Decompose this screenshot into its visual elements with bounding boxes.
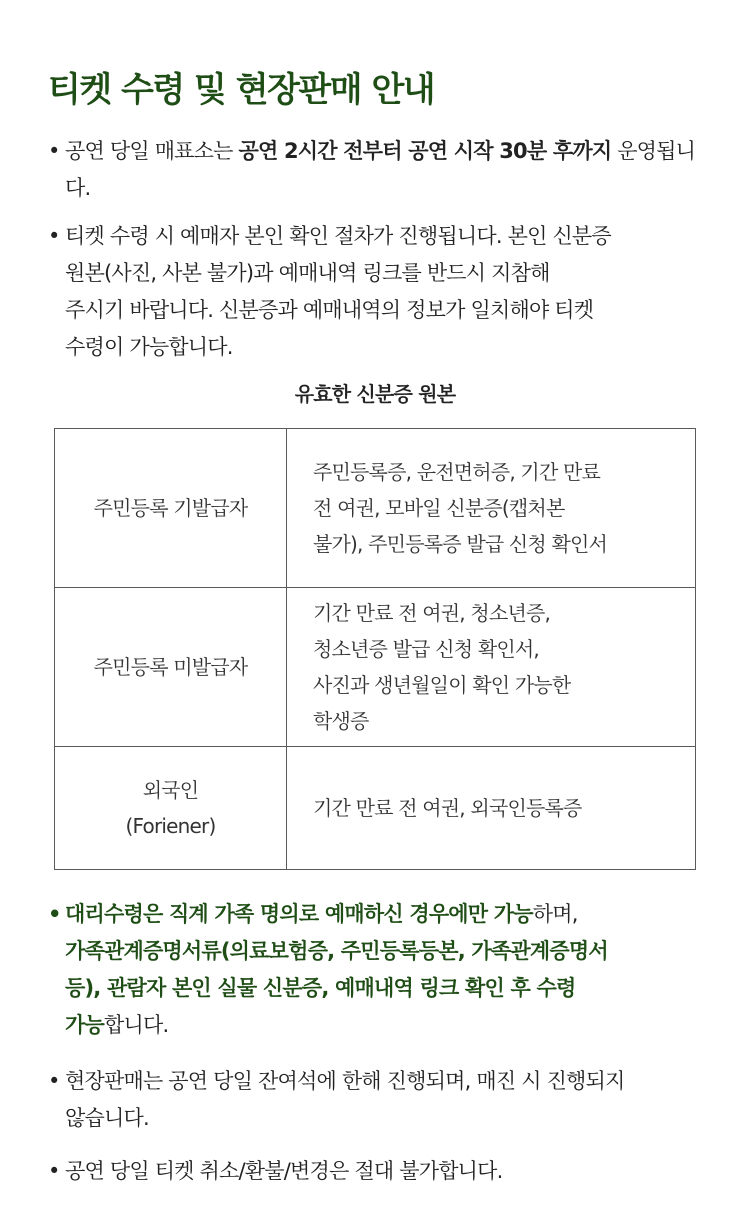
id-category-cell: 외국인 (Foriener) [55,747,287,870]
id-table-heading: 유효한 신분증 원본 [294,382,456,406]
notice-proxy-pickup [48,896,702,1044]
table-row [55,747,696,870]
valid-id-table [54,428,696,870]
notice-text: 티켓 수령 시 예매자 본인 확인 절차가 진행됩니다. 본인 신분증 원본(사진, 사본 불가)과 예매내역 링크를 반드시 지참해 주시기 바랍니다. 신분증과 예매내역의 정보가 일치해야 티켓 수령이 가능합니다. [65,224,611,359]
notice-text: 현장판매는 공연 당일 잔여석에 한해 진행되며, 매진 시 진행되지 않습니다. [65,1069,625,1130]
table-row [55,429,696,588]
notice-identity-check [48,218,702,366]
bullet-dot-icon: • [48,902,61,926]
notice-no-refund [48,1153,702,1190]
notice-text: 공연 당일 매표소는 공연 2시간 전부터 공연 시작 30분 후까지 운영됩니다. [65,139,696,200]
bullet-dot-icon: • [48,1159,60,1183]
notice-onsite-sales [48,1063,702,1137]
id-category-cell: 주민등록 기발급자 [55,429,287,588]
page-title: 티켓 수령 및 현장판매 안내 [48,70,435,110]
notice-text: 공연 당일 티켓 취소/환불/변경은 절대 불가합니다. [65,1159,503,1183]
id-documents-cell: 기간 만료 전 여권, 외국인등록증 [287,747,696,870]
bullet-dot-icon: • [48,139,60,163]
bullet-dot-icon: • [48,224,60,248]
id-category-cell: 주민등록 미발급자 [55,588,287,747]
table-row [55,588,696,747]
bullet-dot-icon: • [48,1069,60,1093]
notice-text: 대리수령은 직계 가족 명의로 예매하신 경우에만 가능하며, 가족관계증명서류(의료보험증, 주민등록등본, 가족관계증명서 등), 관람자 본인 실물 신분증, 예매내역 링크 확인 후 수령 가능합니다. [65,902,608,1037]
id-documents-cell: 주민등록증, 운전면허증, 기간 만료 전 여권, 모바일 신분증(캡처본 불가), 주민등록증 발급 신청 확인서 [287,429,696,588]
notice-box-office-hours [48,133,702,207]
id-documents-cell: 기간 만료 전 여권, 청소년증, 청소년증 발급 신청 확인서, 사진과 생년월일이 확인 가능한 학생증 [287,588,696,747]
